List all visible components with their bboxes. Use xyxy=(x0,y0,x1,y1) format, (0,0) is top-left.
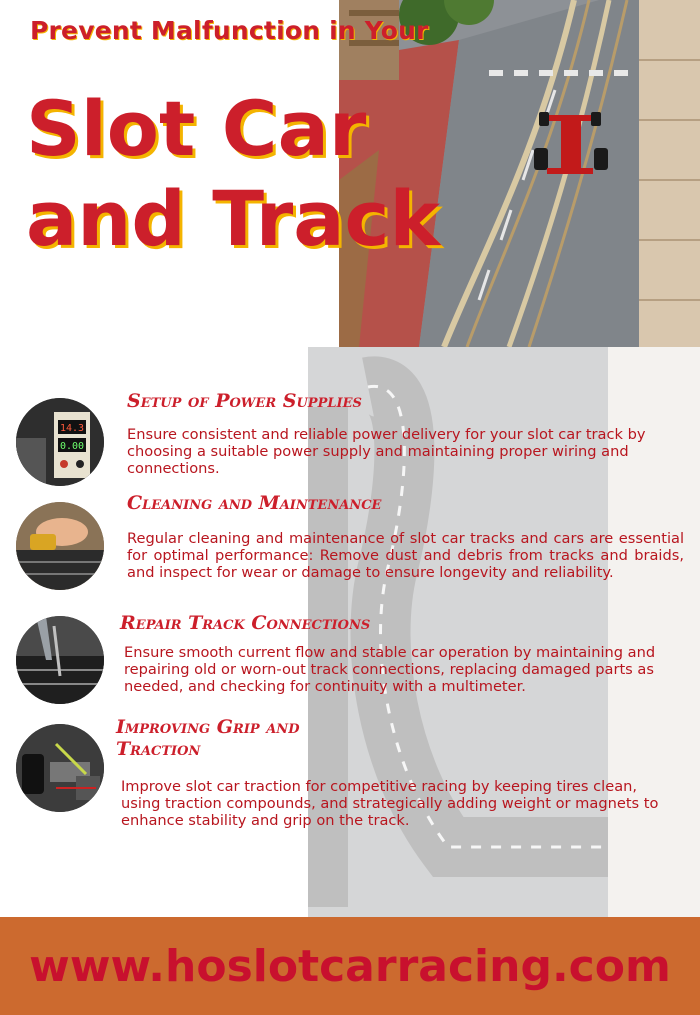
power-supply-icon xyxy=(16,398,104,486)
page-title xyxy=(26,84,496,264)
item-description: Improve slot car traction for competitive racing by keeping tires clean, using traction compounds, and strategically adding weight or magnets to enhance stability and grip on the track. xyxy=(121,778,659,829)
item-description: Regular cleaning and maintenance of slot car tracks and cars are essential for optimal performance: Remove dust and debris from tracks and braids, and inspect for wear or damage to ensure longevity and reliability. xyxy=(127,530,684,581)
item-title xyxy=(116,716,299,760)
svg-text:14.3: 14.3 xyxy=(59,423,85,434)
page-title-line-2: and Track xyxy=(26,174,441,263)
cleaning-thumbnail xyxy=(16,502,104,590)
svg-text:0.00: 0.00 xyxy=(59,441,85,452)
footer-banner xyxy=(0,917,700,1015)
power-supply-thumbnail xyxy=(16,398,104,486)
grip-thumbnail xyxy=(16,724,104,812)
item-description: Ensure smooth current flow and stable car operation by maintaining and repairing old or worn-out track connections, replacing damaged parts as needed, and checking for continuity with a multimeter. xyxy=(124,644,656,695)
website-url[interactable]: www.hoslotcarracing.com xyxy=(29,941,671,992)
item-description: Ensure consistent and reliable power delivery for your slot car track by choosing a suitable power supply and maintaining proper wiring and connections. xyxy=(127,426,646,477)
slot-car-chassis-icon xyxy=(16,724,104,812)
item-title: Setup of Power Supplies xyxy=(127,390,362,412)
item-title: Cleaning and Maintenance xyxy=(127,492,382,514)
item-title: Repair Track Connections xyxy=(120,612,371,634)
item-title-line-1: Improving Grip and xyxy=(116,716,300,738)
header-kicker: Prevent Malfunction in Your xyxy=(30,16,429,45)
item-title-line-2: Traction xyxy=(116,738,201,760)
cleaning-icon xyxy=(16,502,104,590)
repair-icon xyxy=(16,616,104,704)
page-title-line-1: Slot Car xyxy=(26,84,367,173)
repair-thumbnail xyxy=(16,616,104,704)
